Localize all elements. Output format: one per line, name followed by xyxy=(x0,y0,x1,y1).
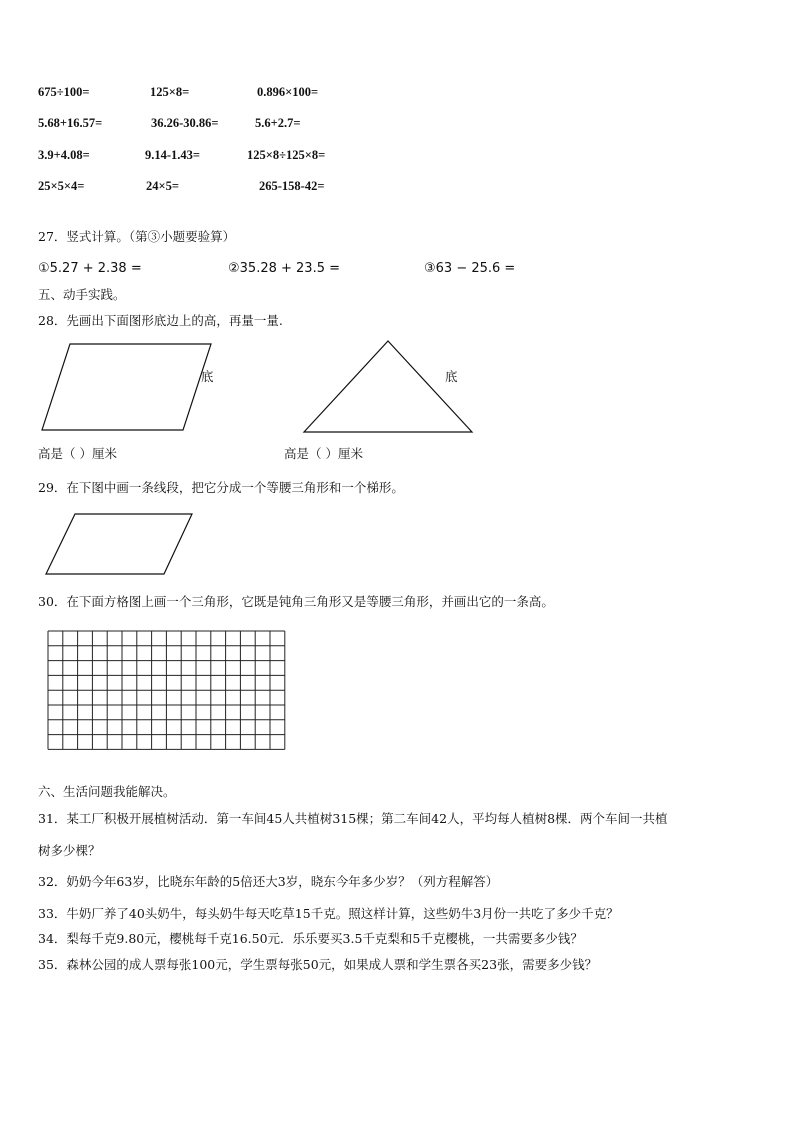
calc-item: 0.896×100= xyxy=(257,85,319,99)
question-31-line-1: 31．某工厂积极开展植树活动．第一车间45人共植树315棵；第二车间42人，平均每人植树8棵．两个车间一共植 xyxy=(38,811,668,826)
question-32: 32．奶奶今年63岁，比晓东年龄的5倍还大3岁，晓东今年多少岁？（列方程解答） xyxy=(38,874,499,889)
q28-parallelogram xyxy=(42,344,211,430)
calc-item: 36.26-30.86= xyxy=(151,116,219,130)
q28-triangle xyxy=(304,341,472,432)
question-28-title: 28．先画出下面图形底边上的高，再量一量. xyxy=(38,313,283,328)
question-27-title: 27．竖式计算。（第③小题要验算） xyxy=(38,229,236,244)
calc-item: 9.14-1.43= xyxy=(145,148,201,162)
section-6-heading: 六、生活问题我能解决。 xyxy=(38,784,176,799)
q30-grid xyxy=(48,631,285,749)
question-29-title: 29．在下图中画一条线段，把它分成一个等腰三角形和一个梯形。 xyxy=(38,480,404,495)
q27-item-2: ②35.28 + 23.5 = xyxy=(228,261,340,276)
q28-triangle-base-label: 底 xyxy=(445,369,458,384)
calc-item: 125×8= xyxy=(150,85,190,99)
question-35: 35．森林公园的成人票每张100元，学生票每张50元，如果成人票和学生票各买23张，需要多少钱？ xyxy=(38,957,598,972)
calc-item: 25×5×4= xyxy=(38,179,85,193)
question-30-title: 30．在下面方格图上画一个三角形，它既是钝角三角形又是等腰三角形，并画出它的一条高。 xyxy=(38,594,554,609)
question-33: 33．牛奶厂养了40头奶牛，每头奶牛每天吃草15千克。照这样计算，这些奶牛3月份一共吃了多少千克？ xyxy=(38,906,619,921)
q28-answer-2: 高是（ ）厘米 xyxy=(284,446,363,461)
q28-answer-1: 高是（ ）厘米 xyxy=(38,446,117,461)
section-5-heading: 五、动手实践。 xyxy=(38,287,126,302)
question-31-line-2: 树多少棵？ xyxy=(38,843,101,858)
question-34: 34．梨每千克9.80元，樱桃每千克16.50元．乐乐要买3.5千克梨和5千克樱桃，一共需要多少钱？ xyxy=(38,931,583,946)
calc-item: 5.6+2.7= xyxy=(255,116,301,130)
q27-item-1: ①5.27 + 2.38 = xyxy=(38,261,142,276)
q27-item-3: ③63 − 25.6 = xyxy=(424,261,516,276)
q28-parallelogram-base-label: 底 xyxy=(201,369,214,384)
calc-item: 675÷100= xyxy=(38,85,90,99)
calc-item: 265-158-42= xyxy=(259,179,325,193)
q29-parallelogram xyxy=(46,514,192,574)
calc-item: 5.68+16.57= xyxy=(38,116,103,130)
calc-item: 3.9+4.08= xyxy=(38,148,90,162)
calc-item: 24×5= xyxy=(146,179,179,193)
calc-item: 125×8÷125×8= xyxy=(247,148,326,162)
